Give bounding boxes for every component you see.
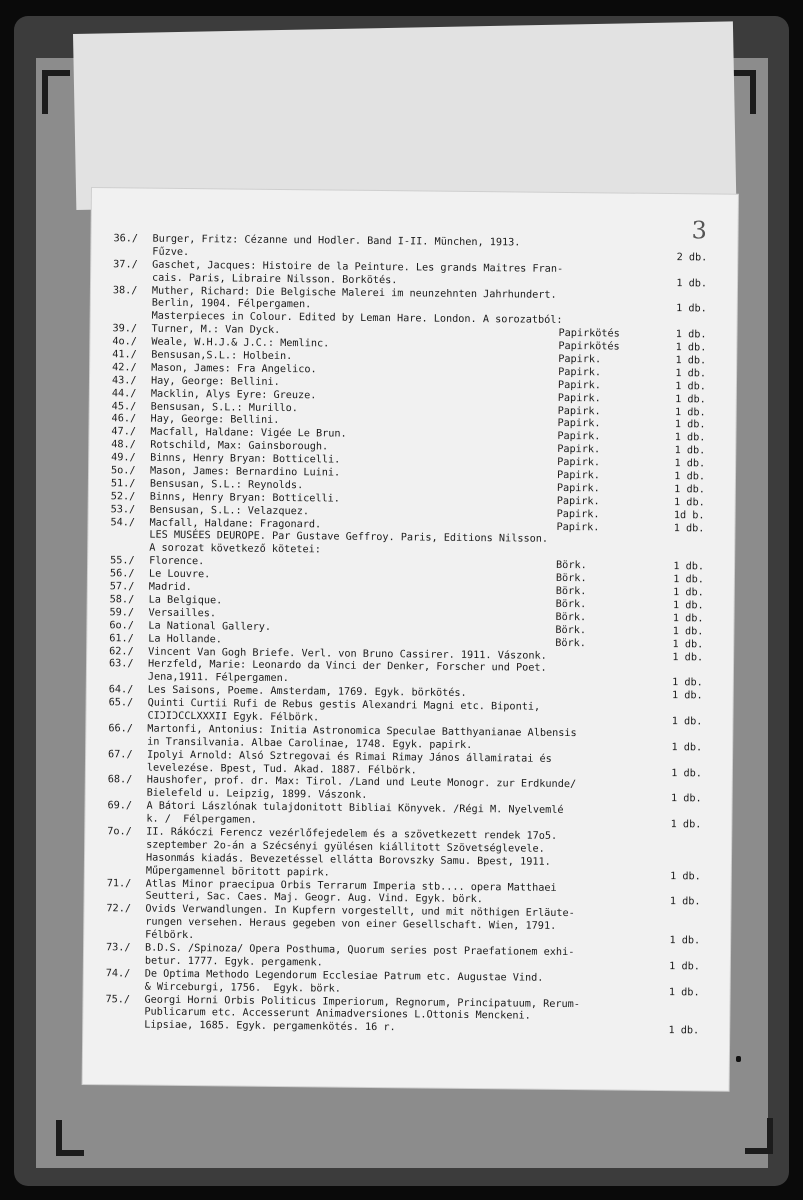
binding-type: Börk. xyxy=(556,560,587,572)
quantity: 1 db. xyxy=(671,690,703,702)
quantity: 1 db. xyxy=(675,355,707,367)
entry-text: II. Rákóczi Ferencz vezérlőfejedelem és a szövetkezett rendek 17o5. xyxy=(146,826,558,842)
entry-text: Bensusan, S.L.: Reynolds. xyxy=(149,478,304,492)
entry-text: Hasonmás kiadás. Bevezetéssel ellátta Borovszky Samu. Bpest, 1911. xyxy=(145,852,551,868)
quantity: 1 db. xyxy=(671,741,703,754)
quantity: 1 db. xyxy=(670,870,701,883)
entry-text: Bielefeld u. Leipzig, 1899. Vászonk. xyxy=(146,787,368,802)
entry-number: 42./ xyxy=(112,362,137,374)
entry-number: 56./ xyxy=(109,568,135,580)
entry-text: Lipsiae, 1685. Egyk. pergamenkötés. 16 r. xyxy=(144,1019,396,1034)
entry-text: Vincent Van Gogh Briefe. Verl. von Bruno Cassirer. 1911. Vászonk. xyxy=(148,646,547,662)
entry-text: Rotschild, Max: Gainsborough. xyxy=(150,439,329,453)
quantity: 1 db. xyxy=(668,1025,700,1037)
quantity: 1 db. xyxy=(675,342,707,354)
entry-number: 72./ xyxy=(106,903,132,915)
quantity: 1 db. xyxy=(672,638,704,651)
quantity: 1 db. xyxy=(672,612,704,625)
quantity: 1 db. xyxy=(670,819,702,831)
binding-type: Papirk. xyxy=(558,353,602,366)
entry-number: 43./ xyxy=(111,375,137,387)
binding-type: Papirk. xyxy=(556,469,601,482)
entry-number: 54./ xyxy=(110,516,136,529)
quantity: 1 db. xyxy=(675,393,706,406)
entry-text: Turner, M.: Van Dyck. xyxy=(151,323,281,337)
quantity: 1 db. xyxy=(673,522,705,535)
document-page xyxy=(83,188,738,1091)
entry-text: Herzfeld, Marie: Leonardo da Vinci der Denker, Forscher und Poet. xyxy=(147,659,547,675)
entry-text: Hay, George: Bellini. xyxy=(150,375,280,388)
entry-text: Masterpieces in Colour. Edited by Leman Hare. London. A sorozatból: xyxy=(151,310,563,327)
quantity: 2 db. xyxy=(676,252,708,264)
entry-text: Műpergamennel böritott papirk. xyxy=(145,865,330,879)
entry-text: LES MUSÉES DEUROPE. Par Gustave Geffroy. Paris, Editions Nilsson. xyxy=(149,530,549,546)
entry-text: in Transilvania. Albae Carolinae, 1748. Egyk. papirk. xyxy=(147,736,473,751)
entry-text: Quinti Curtii Rufi de Rebus gestis Alexandri Magni etc. Biponti, xyxy=(147,697,541,713)
quantity: 1 db. xyxy=(669,896,701,908)
entry-number: 37./ xyxy=(113,259,138,271)
entry-number: 75./ xyxy=(105,993,131,1005)
entry-number: 58./ xyxy=(109,594,135,606)
entry-text: Atlas Minor praecipua Orbis Terrarum Imperia stb.... opera Matthaei xyxy=(145,878,557,894)
entry-number: 67./ xyxy=(108,748,133,761)
entry-text: La National Gallery. xyxy=(148,620,272,633)
entry-text: Macklin, Alys Eyre: Greuze. xyxy=(150,388,317,402)
binding-type: Börk. xyxy=(555,624,587,636)
quantity: 1 db. xyxy=(675,380,707,393)
entry-text: Macfall, Haldane: Vigée Le Brun. xyxy=(150,426,347,441)
entry-text: Versailles. xyxy=(148,607,217,620)
quantity: 1 db. xyxy=(673,587,704,599)
ink-spot xyxy=(736,1056,741,1062)
binding-type: Papirk. xyxy=(557,379,601,392)
binding-type: Papirk. xyxy=(558,366,602,379)
binding-type: Papirk. xyxy=(556,521,600,533)
entry-number: 68./ xyxy=(107,774,133,786)
entry-number: 57./ xyxy=(109,581,135,593)
overlay-paper-slip xyxy=(73,21,736,210)
quantity: 1 db. xyxy=(672,651,704,663)
quantity: 1 db. xyxy=(674,458,706,470)
entry-number: 73./ xyxy=(105,942,131,954)
binding-type: Börk. xyxy=(555,598,587,611)
entry-text: Ovids Verwandlungen. In Kupfern vorgestellt, und mit nöthigen Erläute- xyxy=(145,903,575,920)
entry-number: 55./ xyxy=(110,555,135,567)
quantity: 1 db. xyxy=(673,561,705,573)
entry-text: rungen versehen. Heraus gegeben von einer Gesellschaft. Wien, 1791. xyxy=(145,916,557,933)
entry-number: 61./ xyxy=(109,632,134,645)
entry-text: Weale, W.H.J.& J.C.: Memlinc. xyxy=(151,336,330,350)
entry-number: 74./ xyxy=(105,967,131,980)
entry-number: 4o./ xyxy=(112,336,137,348)
quantity: 1 db. xyxy=(674,496,705,509)
entry-number: 39./ xyxy=(112,323,138,335)
entry-text: Martonfi, Antonius: Initia Astronomica Speculae Batthyanianae Albensis xyxy=(147,723,577,739)
entry-text: De Optima Methodo Legendorum Ecclesiae Patrum etc. Augustae Vind. xyxy=(144,968,544,984)
entry-text: Jena,1911. Félpergamen. xyxy=(147,671,290,685)
entry-number: 44./ xyxy=(111,387,137,400)
binding-type: Papirk. xyxy=(556,508,600,521)
entry-text: Félbörk. xyxy=(145,929,195,942)
binding-type: Papirkötés xyxy=(558,328,620,340)
quantity: 1 db. xyxy=(675,329,707,341)
entry-text: B.D.S. /Spinoza/ Opera Posthuma, Quorum series post Praefationem exhi- xyxy=(144,942,575,959)
entry-text: szeptember 2o-án a Szécsényi gyülésen kiállitott Szövetséglevele. xyxy=(146,839,545,855)
crop-mark-top-left xyxy=(42,70,70,114)
quantity: 1 db. xyxy=(676,277,708,290)
entry-number: 64./ xyxy=(108,684,134,696)
quantity: 1 db. xyxy=(672,625,704,638)
entry-number: 36./ xyxy=(113,233,139,245)
entry-text: Berlin, 1904. Félpergamen. xyxy=(151,298,312,311)
quantity: 1d b. xyxy=(673,509,705,522)
entry-text: Madrid. xyxy=(148,581,192,594)
binding-type: Börk. xyxy=(555,585,587,598)
crop-mark-bottom-left xyxy=(56,1120,84,1156)
entry-text: Publicarum etc. Accesserunt Animadversiones L.Ottonis Menckeni. xyxy=(144,1007,531,1023)
quantity: 1 db. xyxy=(671,716,703,728)
entry-text: Binns, Henry Bryan: Botticelli. xyxy=(149,491,340,505)
entry-number: 63./ xyxy=(108,658,134,670)
entry-text: Muther, Richard: Die Belgische Malerei im neunzehnten Jahrhundert. xyxy=(151,285,557,301)
quantity: 1 db. xyxy=(671,767,702,779)
entry-text: Georgi Horni Orbis Politicus Imperiorum, Regnorum, Principatuum, Rerum- xyxy=(144,994,581,1010)
entry-number: 65./ xyxy=(108,697,134,709)
entry-number: 66./ xyxy=(108,723,133,735)
quantity: 1 db. xyxy=(673,574,704,586)
crop-mark-bottom-right xyxy=(745,1118,773,1154)
binding-type: Börk. xyxy=(555,611,587,624)
quantity: 1 db. xyxy=(674,471,706,483)
quantity: 1 db. xyxy=(676,303,707,315)
quantity: 1 db. xyxy=(672,677,703,689)
binding-type: Papirk. xyxy=(557,405,601,417)
entry-text: levelezése. Bpest, Tud. Akad. 1887. Félbörk. xyxy=(146,762,417,776)
entry-text: Bensusan, S.L.: Murillo. xyxy=(150,401,298,414)
entry-number: 38./ xyxy=(112,284,138,297)
binding-type: Papirkötés xyxy=(558,341,620,353)
entry-number: 5o./ xyxy=(110,465,136,477)
binding-type: Papirk. xyxy=(557,431,601,443)
entry-text: Florence. xyxy=(149,555,205,568)
entry-text: La Hollande. xyxy=(148,633,222,645)
entry-text: Gaschet, Jacques: Histoire de la Peinture. Les grands Maitres Fran- xyxy=(152,259,564,275)
quantity: 1 db. xyxy=(669,960,700,973)
quantity: 1 db. xyxy=(670,793,702,805)
entry-number: 6o./ xyxy=(109,619,135,632)
quantity: 1 db. xyxy=(672,600,704,612)
binding-type: Papirk. xyxy=(557,444,601,456)
quantity: 1 db. xyxy=(668,986,700,999)
quantity: 1 db. xyxy=(674,419,706,431)
binding-type: Papirk. xyxy=(557,418,601,430)
entry-number: 71./ xyxy=(106,877,132,889)
catalog-list xyxy=(83,233,737,1039)
entry-text: Bensusan, S.L.: Velazquez. xyxy=(149,504,310,517)
quantity: 1 db. xyxy=(674,406,706,419)
entry-number: 47./ xyxy=(111,426,137,438)
page-number: 3 xyxy=(691,216,708,245)
entry-text: A sorozat következő kötetei: xyxy=(149,542,322,556)
entry-number: 48./ xyxy=(111,439,136,451)
binding-type: Papirk. xyxy=(557,457,601,469)
entry-text: La Belgique. xyxy=(148,594,223,607)
binding-type: Börk. xyxy=(555,573,587,585)
entry-number: 53./ xyxy=(110,503,136,516)
entry-text: Binns, Henry Bryan: Botticelli. xyxy=(150,452,341,466)
entry-number: 52./ xyxy=(110,491,136,503)
entry-text: Mason, James: Bernardino Luini. xyxy=(149,465,341,479)
entry-text: Seutteri, Sac. Caes. Maj. Geogr. Aug. Vind. Egyk. börk. xyxy=(145,891,483,906)
binding-type: Papirk. xyxy=(557,392,601,405)
entry-text: Burger, Fritz: Cézanne und Hodler. Band I-II. München, 1913. xyxy=(152,233,521,249)
entry-number: 45./ xyxy=(111,400,137,413)
entry-text: Bensusan,S.L.: Holbein. xyxy=(151,349,293,363)
entry-number: 49./ xyxy=(111,452,136,464)
entry-number: 62./ xyxy=(109,645,134,657)
quantity: 1 db. xyxy=(674,445,706,457)
entry-text: betur. 1777. Egyk. pergamenk. xyxy=(144,955,323,969)
entry-text: Les Saisons, Poeme. Amsterdam, 1769. Egyk. börkötés. xyxy=(147,684,467,700)
entry-text: Haushofer, prof. dr. Max: Tirol. /Land und Leute Monogr. zur Erdkunde/ xyxy=(146,775,577,791)
entry-text: A Bátori Lászlónak tulajdonitott Bibliai Könyvek. /Régi M. Nyelvemlé xyxy=(146,800,564,817)
entry-number: 69./ xyxy=(107,800,133,812)
entry-text: Mason, James: Fra Angelico. xyxy=(151,362,317,376)
entry-text: Ipolyi Arnold: Alsó Sztregovai és Rimai Rimay János államiratai és xyxy=(147,749,552,765)
entry-text: CIƆIƆCCLXXXII Egyk. Félbörk. xyxy=(147,710,320,724)
entry-text: k. / Félpergamen. xyxy=(146,813,257,826)
entry-number: 51./ xyxy=(110,478,136,490)
quantity: 1 db. xyxy=(674,432,706,444)
entry-number: 7o./ xyxy=(107,826,132,838)
entry-text: Fűzve. xyxy=(152,246,190,258)
entry-text: Hay, George: Bellini. xyxy=(150,414,280,427)
binding-type: Börk. xyxy=(555,637,586,649)
entry-text: Macfall, Haldane: Fragonard. xyxy=(149,517,322,531)
binding-type: Papirk. xyxy=(556,495,600,508)
quantity: 1 db. xyxy=(669,935,701,947)
entry-number: 46./ xyxy=(111,413,137,425)
entry-text: cais. Paris, Libraire Nilsson. Borkötés. xyxy=(152,272,398,286)
binding-type: Papirk. xyxy=(556,482,600,495)
entry-text: Le Louvre. xyxy=(148,568,211,581)
entry-text: & Wirceburgi, 1756. Egyk. börk. xyxy=(144,981,341,995)
entry-number: 59./ xyxy=(109,607,135,619)
quantity: 1 db. xyxy=(674,484,705,496)
quantity: 1 db. xyxy=(675,368,707,380)
entry-number: 41./ xyxy=(112,349,137,361)
